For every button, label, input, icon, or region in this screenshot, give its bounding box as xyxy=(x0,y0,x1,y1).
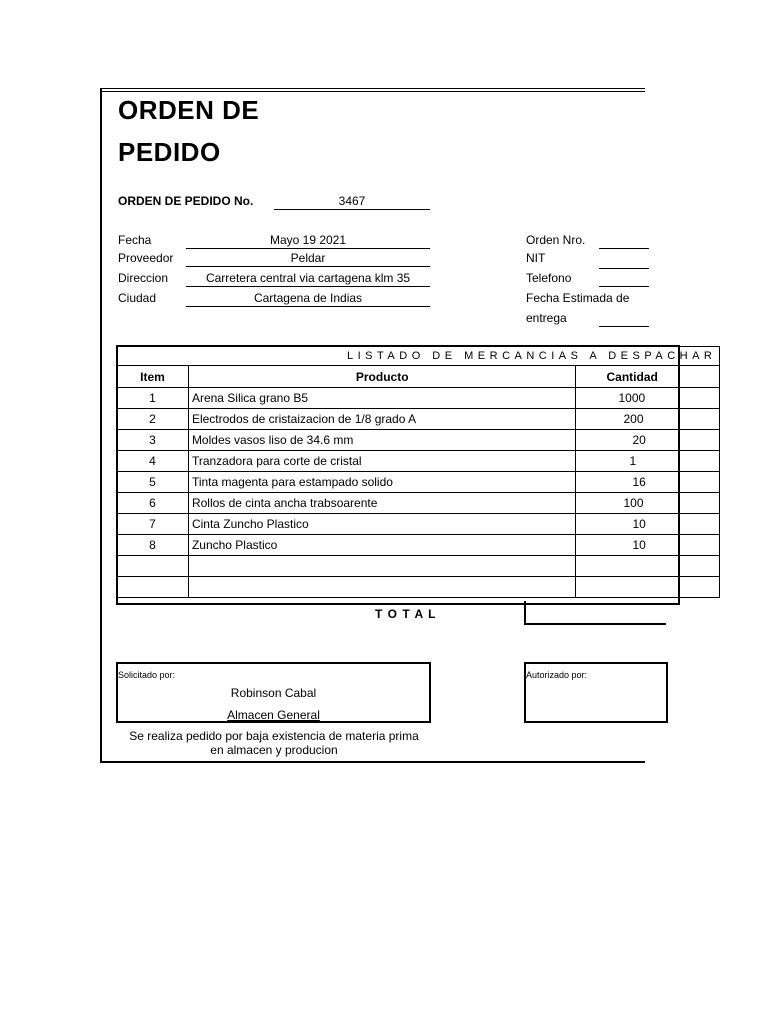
nit-field xyxy=(599,252,649,269)
producto-cell: Moldes vasos liso de 34.6 mm xyxy=(188,430,576,451)
order-number-value: 3467 xyxy=(274,193,430,210)
orden-nro-field xyxy=(599,232,649,249)
note-line-2: en almacen y producion xyxy=(210,743,338,757)
table-row xyxy=(117,430,720,451)
top-border-line xyxy=(102,91,645,92)
cantidad-cell: 16 xyxy=(576,472,720,493)
cantidad-cell: 20 xyxy=(576,430,720,451)
producto-cell: Tinta magenta para estampado solido xyxy=(188,472,576,493)
item-cell: 1 xyxy=(117,388,189,409)
producto-cell: Rollos de cinta ancha trabsoarente xyxy=(188,493,576,514)
title-line-2: PEDIDO xyxy=(118,137,221,167)
direccion-label: Direccion xyxy=(118,271,169,285)
item-cell: 2 xyxy=(117,409,189,430)
table-banner: LISTADO DE MERCANCIAS A DESPACHAR xyxy=(117,347,720,366)
solicitado-box xyxy=(116,662,431,723)
proveedor-label: Proveedor xyxy=(118,251,174,265)
producto-cell: Zuncho Plastico xyxy=(188,535,576,556)
telefono-label: Telefono xyxy=(526,271,572,285)
item-cell: 8 xyxy=(117,535,189,556)
item-cell: 7 xyxy=(117,514,189,535)
solicitado-dept: Almacen General xyxy=(227,708,320,722)
nit-label: NIT xyxy=(526,251,546,265)
table-row xyxy=(117,472,720,493)
proveedor-value: Peldar xyxy=(186,250,430,267)
cantidad-cell: 10 xyxy=(576,535,720,556)
orden-nro-label: Orden Nro. xyxy=(526,233,586,247)
table-row xyxy=(117,535,720,556)
fecha-label: Fecha xyxy=(118,233,152,247)
items-table xyxy=(116,346,720,598)
fecha-estimada-label-2: entrega xyxy=(526,311,567,325)
header-cantidad: Cantidad xyxy=(576,366,720,388)
table-row xyxy=(117,409,720,430)
producto-cell: Tranzadora para corte de cristal xyxy=(188,451,576,472)
table-row-empty xyxy=(117,556,720,577)
producto-cell: Arena Silica grano B5 xyxy=(188,388,576,409)
direccion-value: Carretera central via cartagena klm 35 xyxy=(186,270,430,287)
cantidad-cell: 10 xyxy=(576,514,720,535)
header-item: Item xyxy=(117,366,189,388)
table-row xyxy=(117,514,720,535)
title-line-1: ORDEN DE xyxy=(118,95,260,125)
order-number-label: ORDEN DE PEDIDO No. xyxy=(118,194,254,208)
solicitado-name: Robinson Cabal xyxy=(230,686,317,700)
producto-cell xyxy=(188,556,576,577)
item-cell: 5 xyxy=(117,472,189,493)
cantidad-cell: 200 xyxy=(576,409,720,430)
note-line-1: Se realiza pedido por baja existencia de materia prima xyxy=(129,729,419,743)
solicitado-label: Solicitado por: xyxy=(118,670,176,680)
telefono-field xyxy=(599,270,649,287)
fecha-estimada-field xyxy=(599,310,649,327)
cantidad-cell: 1 xyxy=(576,451,720,472)
item-cell: 6 xyxy=(117,493,189,514)
table-row xyxy=(117,493,720,514)
item-cell: 3 xyxy=(117,430,189,451)
producto-cell: Cinta Zuncho Plastico xyxy=(188,514,576,535)
ciudad-label: Ciudad xyxy=(118,291,157,305)
fecha-value: Mayo 19 2021 xyxy=(186,232,430,249)
autorizado-label: Autorizado por: xyxy=(526,670,588,680)
fecha-estimada-label-1: Fecha Estimada de xyxy=(526,291,630,305)
cantidad-cell xyxy=(576,577,720,598)
order-sheet xyxy=(100,88,717,763)
table-row xyxy=(117,388,720,409)
solicitado-dept-wrap xyxy=(118,706,429,724)
autorizado-box xyxy=(524,662,668,723)
item-cell xyxy=(117,556,189,577)
producto-cell: Electrodos de cristaizacion de 1/8 grado A xyxy=(188,409,576,430)
producto-cell xyxy=(188,577,576,598)
cantidad-cell: 100 xyxy=(576,493,720,514)
ciudad-value: Cartagena de Indias xyxy=(186,290,430,307)
table-row-empty xyxy=(117,577,720,598)
table-row xyxy=(117,451,720,472)
header-producto: Producto xyxy=(188,366,576,388)
total-value-box xyxy=(524,601,666,625)
cantidad-cell xyxy=(576,556,720,577)
cantidad-cell: 1000 xyxy=(576,388,720,409)
item-cell xyxy=(117,577,189,598)
item-cell: 4 xyxy=(117,451,189,472)
total-label: T O T A L xyxy=(375,607,437,621)
